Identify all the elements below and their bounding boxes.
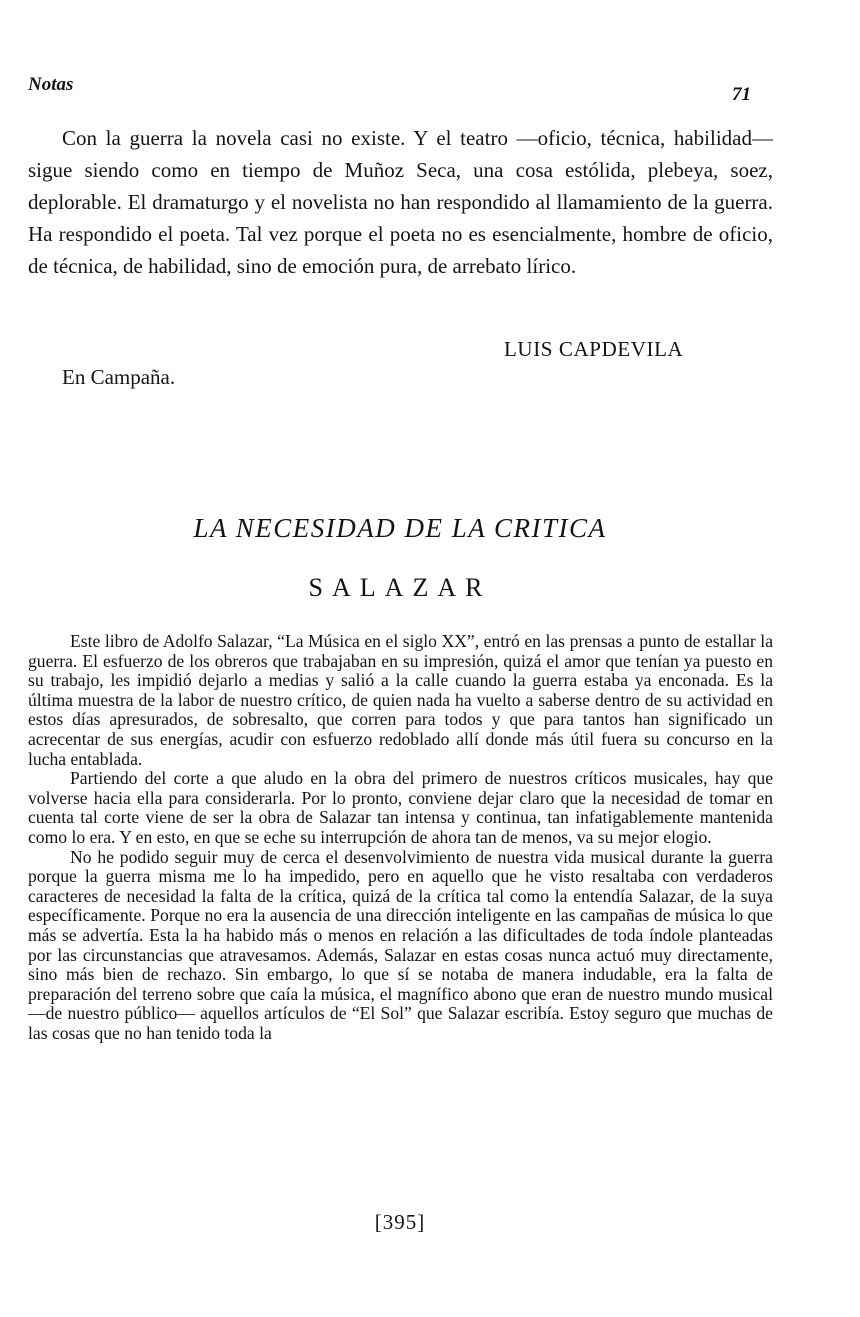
page-number: 71: [732, 84, 751, 105]
paragraph: Partiendo del corte a que aludo en la obra del primero de nuestros críticos musicales, hay que volverse hacia ella para considerarla. Por lo pronto, conviene dejar claro que la necesidad de tomar en cuenta tal corte viene de ser la obra de Salazar tan intensa y continua, tan infatigablemente mantenida como lo era. Y en esto, en que se eche su interrupción de ahora tan de menos, va su mejor elogio.: [28, 768, 773, 847]
place-line: En Campaña.: [62, 365, 176, 389]
paragraph: Este libro de Adolfo Salazar, “La Música en el siglo XX”, entró en las prensas a punto de estallar la guerra. El esfuerzo de los obreros que trabajaban en su impresión, quizá el amor que tenían ya puesto en su trabajo, les impidió dejarlo a medias y salió a la calle cuando la guerra estaba ya enconada. Es la última muestra de la labor de nuestro crítico, de quien nada ha vuelto a saberse dentro de su actividad en estos días apresurados, de sobresalto, que corren para todos y que para tantos han significado un acrecentar de sus energías, acudir con esfuerzo redoblado allí donde más útil fuera su concurso en la lucha entablada.: [28, 631, 773, 769]
essay-salazar: [28, 632, 773, 1043]
paragraph: No he podido seguir muy de cerca el desenvolvimiento de nuestra vida musical durante la guerra porque la guerra misma me lo ha impedido, pero en aquello que he visto resaltaba con verdaderos caracteres de necesidad la falta de la crítica, quizá de la crítica tal como la entendía Salazar, de la suya específicamente. Porque no era la ausencia de una dirección inteligente en las campañas de música lo que más se advertía. Esta la ha habido más o menos en relación a las dificultades de toda índole planteadas por las circunstancias que atravesamos. Además, Salazar en estas cosas nunca actuó muy directamente, sino más bien de rechazo. Sin embargo, lo que sí se notaba de manera indudable, era la falta de preparación del terreno sobre que caía la música, el magnífico abono que eran de nuestro mundo musical —de nuestro público— aquellos artículos de “El Sol” que Salazar escribía. Estoy seguro que muchas de las cosas que no han tenido toda la: [28, 846, 773, 1043]
section-subtitle: SALAZAR: [308, 573, 492, 602]
folio-number: [395]: [374, 1210, 426, 1234]
paragraph: Con la guerra la novela casi no existe. Y el teatro —oficio, técnica, habilidad— sigue siendo como en tiempo de Muñoz Seca, una cosa estólida, plebeya, soez, deplorable. El dramaturgo y el novelista no han respondido al llamamiento de la guerra. Ha respondido el poeta. Tal vez porque el poeta no es esencialmente, hombre de oficio, de técnica, de habilidad, sino de emoción pura, de arrebato lírico.: [28, 126, 773, 278]
author-signature: LUIS CAPDEVILA: [504, 337, 684, 361]
section-title: LA NECESIDAD DE LA CRITICA: [193, 513, 607, 543]
essay-capdevila: [28, 122, 773, 282]
running-head: Notas: [28, 74, 74, 95]
